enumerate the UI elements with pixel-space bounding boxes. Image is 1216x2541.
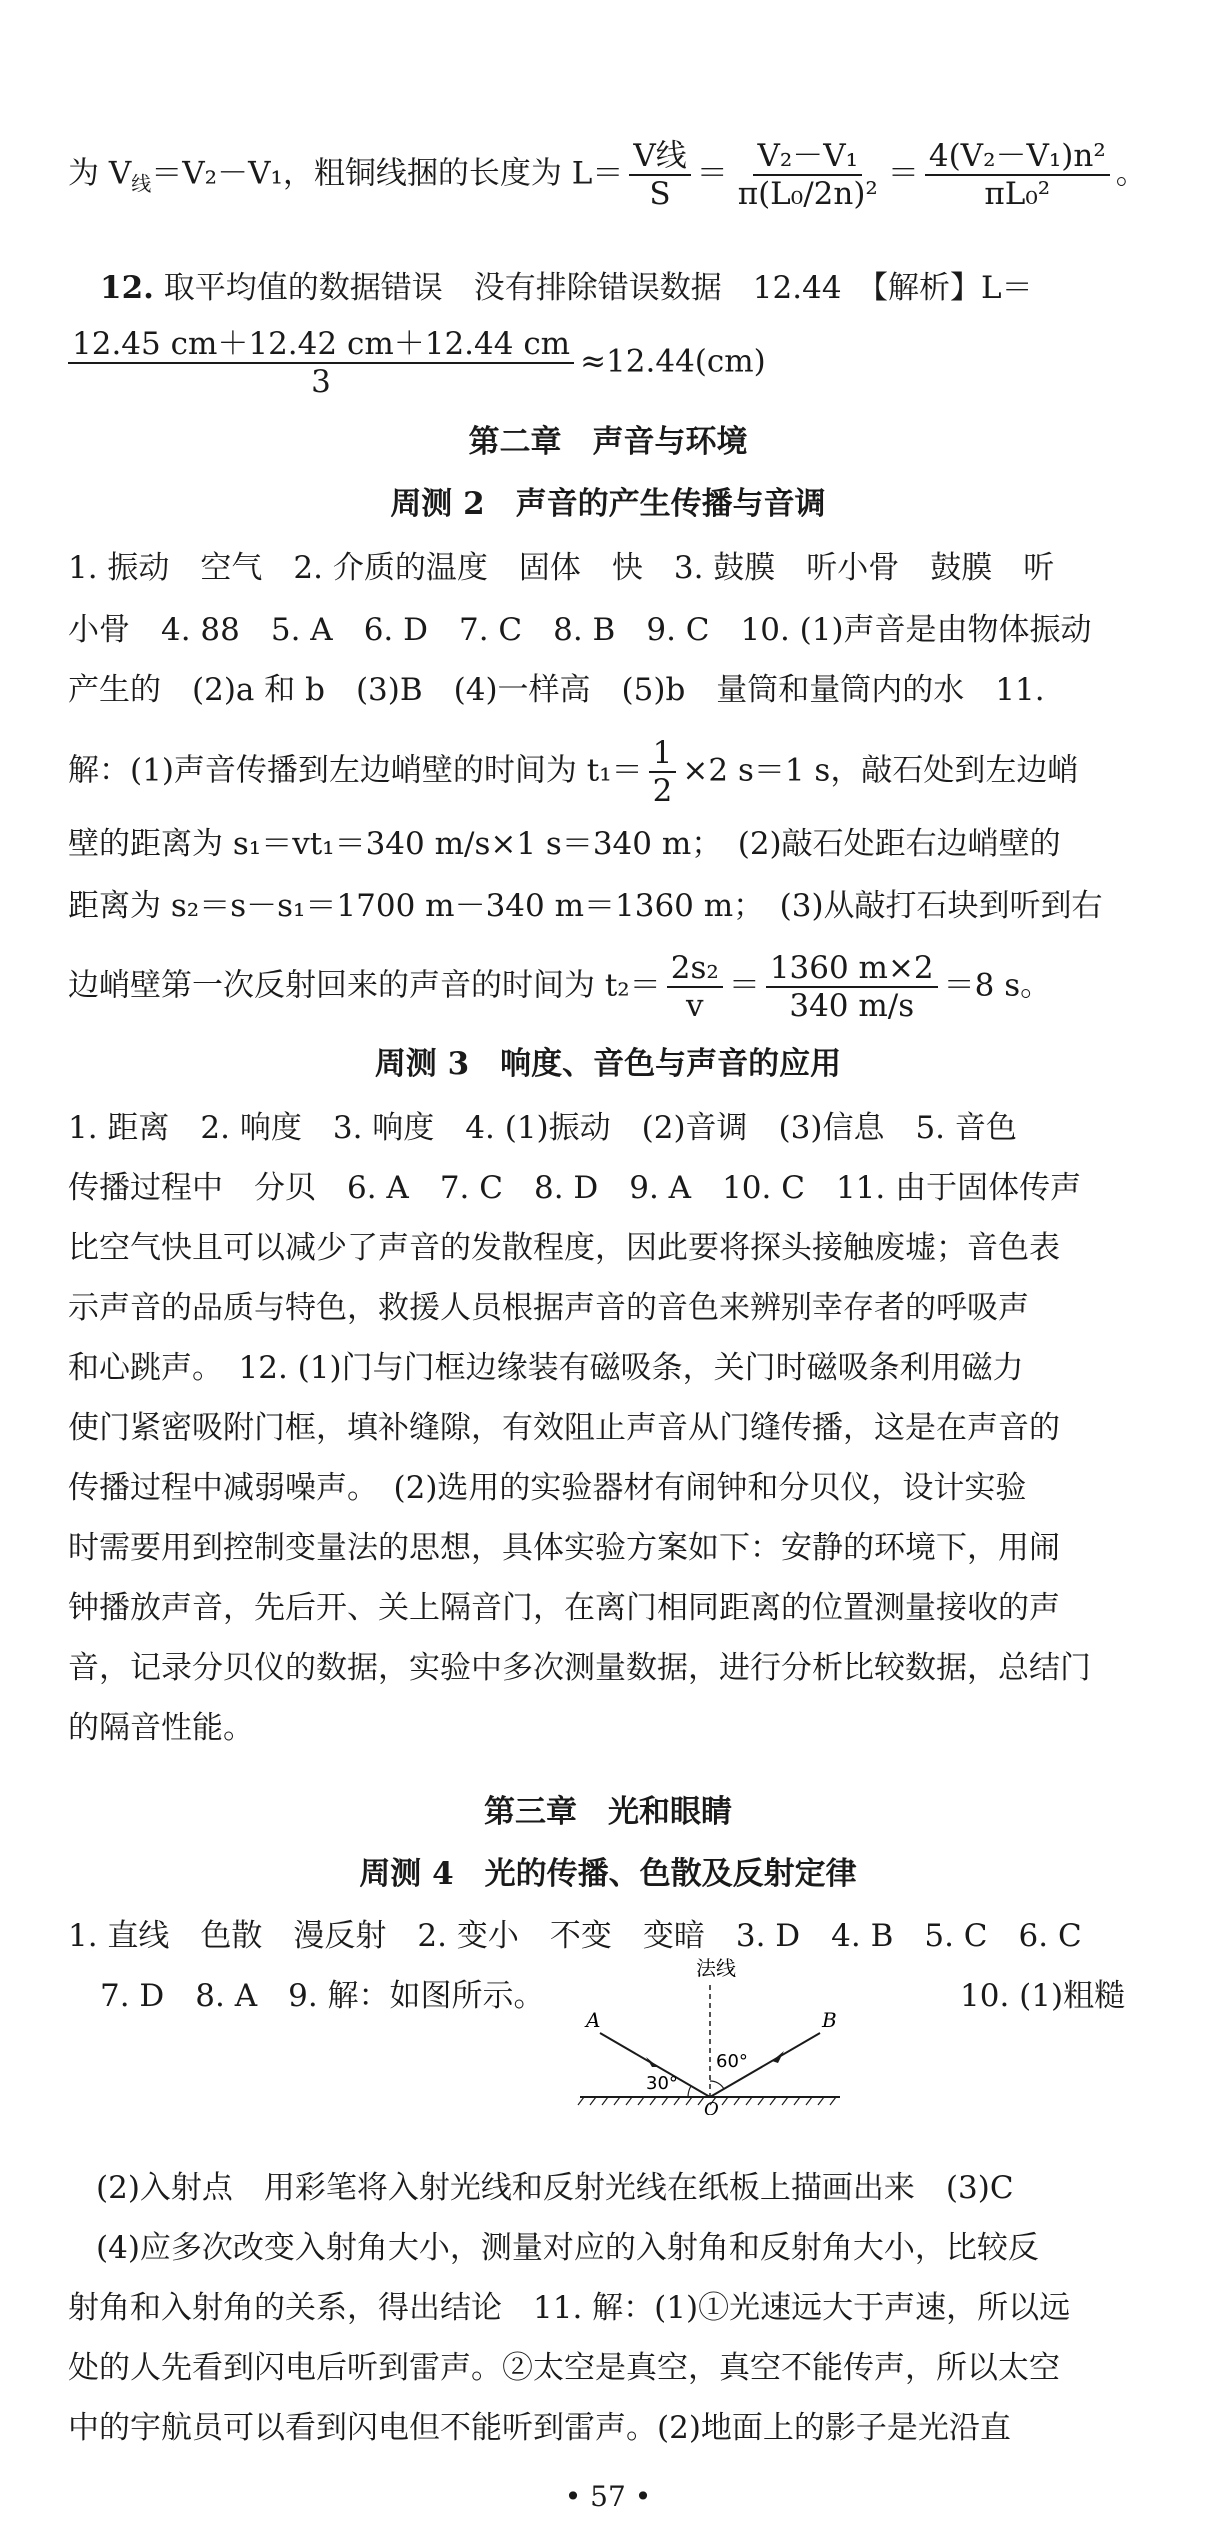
- text: 边峭壁第一次反射回来的声音的时间为 t₂＝: [68, 967, 661, 1004]
- section-title: 周测 3 响度、音色与声音的应用: [374, 1046, 842, 1082]
- text-line: 1. 距离 2. 响度 3. 响度 4. (1)振动 (2)音调 (3)信息 5. 音色: [68, 1110, 1017, 1146]
- point-o-label: O: [704, 2099, 719, 2115]
- fraction: [649, 735, 677, 809]
- text-line: 1. 直线 色散 漫反射 2. 变小 不变 变暗 3. D 4. B 5. C 6. C: [68, 1918, 1082, 1954]
- text-line: 边峭壁第一次反射回来的声音的时间为 t₂＝ $\frac{\text{2s₂}}{v}$ ＝ $\frac{1360 m\times 2}{340 m/s}$ ＝8 s。: [68, 950, 1052, 1024]
- text-line: 时需要用到控制变量法的思想，具体实验方案如下：安静的环境下，用闹: [68, 1530, 1060, 1566]
- chapter-title: 第三章 光和眼睛: [484, 1794, 732, 1830]
- point-b-label: B: [822, 2008, 837, 2032]
- chapter-title: 第二章 声音与环境: [468, 424, 748, 460]
- text-line: 壁的距离为 s₁＝vt₁＝340 m/s×1 s＝340 m； (2)敲石处距右边峭壁的: [68, 826, 1061, 862]
- answer-text: 取平均值的数据错误 没有排除错误数据 12.44 【解析】L＝: [163, 270, 1033, 306]
- text-line: 示声音的品质与特色，救援人员根据声音的音色来辨别幸存者的呼吸声: [68, 1290, 1029, 1326]
- fraction-top: V₂－V₁: [753, 138, 862, 176]
- text-line: 处的人先看到闪电后听到雷声。②太空是真空，真空不能传声，所以太空: [68, 2350, 1060, 2386]
- fraction: [925, 138, 1110, 212]
- result: ≈12.44(cm): [580, 343, 766, 380]
- text: ＝8 s。: [943, 967, 1052, 1004]
- angle-label: 60°: [716, 2051, 748, 2072]
- formula-line: 为 $V_线=V_2-V_1$，粗铜线捆的长度为 L＝ $\frac{\text{V线}}{S}$ ＝ $\frac{\text{V₂－V₁}}{\text{π(L₀/2n)²}}$ ＝ $\frac{\text{4(V₂－V₁)n²}}{\text{πL₀²}}$ 。: [68, 138, 1147, 212]
- text: 解：(1)声音传播到左边峭壁的时间为 t₁＝: [68, 752, 643, 789]
- fraction-top: 4(V₂－V₁)n²: [925, 138, 1110, 176]
- fraction-bottom: πL₀²: [984, 176, 1051, 212]
- text-line: 音，记录分贝仪的数据，实验中多次测量数据，进行分析比较数据，总结门: [68, 1650, 1091, 1686]
- text: ＝V₂－V₁，粗铜线捆的长度为 L＝: [151, 155, 624, 192]
- fraction-top: 12.45 cm＋12.42 cm＋12.44 cm: [68, 326, 574, 364]
- section-title: 周测 2 声音的产生传播与音调: [390, 486, 826, 522]
- text-line: 比空气快且可以减少了声音的发散程度，因此要将探头接触废墟；音色表: [68, 1230, 1060, 1266]
- question-number: 12.: [100, 270, 154, 306]
- fraction-top: V线: [629, 138, 690, 176]
- text-line: 使门紧密吸附门框，填补缝隙，有效阻止声音从门缝传播，这是在声音的: [68, 1410, 1060, 1446]
- text-line: [68, 735, 1148, 809]
- angle-arc: [710, 2081, 724, 2089]
- text-line: 距离为 s₂＝s－s₁＝1700 m－340 m＝1360 m； (3)从敲打石块到听到右: [68, 888, 1103, 924]
- normal-label: 法线: [696, 1956, 736, 1980]
- fraction-bottom: v: [686, 988, 704, 1024]
- reflection-diagram: [560, 1955, 860, 2115]
- text-line: 小骨 4. 88 5. A 6. D 7. C 8. B 9. C 10. (1)声音是由物体振动: [68, 612, 1092, 648]
- fraction: [629, 138, 690, 212]
- fraction-bottom: 340 m/s: [789, 988, 915, 1024]
- text-line: 1. 振动 空气 2. 介质的温度 固体 快 3. 鼓膜 听小骨 鼓膜 听: [68, 550, 1055, 586]
- text-line: (4)应多次改变入射角大小，测量对应的入射角和反射角大小，比较反: [96, 2230, 1039, 2266]
- text-line: 钟播放声音，先后开、关上隔音门，在离门相同距离的位置测量接收的声: [68, 1590, 1060, 1626]
- fraction-bottom: π(L₀/2n)²: [737, 176, 878, 212]
- text-line: (2)入射点 用彩笔将入射光线和反射光线在纸板上描画出来 (3)C: [96, 2170, 1014, 2206]
- arrow-icon: [772, 2051, 784, 2063]
- page-number: • 57 •: [564, 2480, 652, 2513]
- q12-line: [100, 266, 1180, 310]
- text-line: 7. D 8. A 9. 解：如图所示。: [100, 1978, 545, 2014]
- q12-formula: [68, 326, 1148, 400]
- section-title: 周测 4 光的传播、色散及反射定律: [359, 1856, 857, 1892]
- text-line: 的隔音性能。: [68, 1710, 254, 1746]
- fraction: [68, 326, 574, 400]
- angle-label: 30°: [646, 2073, 678, 2094]
- point-a-label: A: [586, 2008, 601, 2032]
- text-line: 传播过程中减弱噪声。 (2)选用的实验器材有闹钟和分贝仪，设计实验: [68, 1470, 1027, 1506]
- text-line: 和心跳声。 12. (1)门与门框边缘装有磁吸条，关门时磁吸条利用磁力: [68, 1350, 1024, 1386]
- fraction: [667, 950, 723, 1024]
- text: 为 V: [68, 155, 132, 192]
- fraction-top: 1: [649, 735, 677, 773]
- text-line: 射角和入射角的关系，得出结论 11. 解：(1)①光速远大于声速，所以远: [68, 2290, 1071, 2326]
- text-line: 传播过程中 分贝 6. A 7. C 8. D 9. A 10. C 11. 由于固体传声: [68, 1170, 1082, 1206]
- fraction-bottom: 2: [652, 773, 673, 809]
- fraction: [734, 138, 882, 212]
- fraction-bottom: 3: [311, 364, 331, 400]
- fraction-top: 1360 m×2: [766, 950, 938, 988]
- fraction-bottom: S: [649, 176, 671, 212]
- text-line: 产生的 (2)a 和 b (3)B (4)一样高 (5)b 量筒和量筒内的水 11.: [68, 672, 1045, 708]
- fraction-top: 2s₂: [667, 950, 723, 988]
- angle-arc: [688, 2086, 691, 2097]
- text: ×2 s＝1 s，敲石处到左边峭: [682, 752, 1079, 789]
- text-line: 10. (1)粗糙: [960, 1978, 1126, 2014]
- text-sub: 线: [131, 171, 152, 196]
- text-line: 中的宇航员可以看到闪电但不能听到雷声。(2)地面上的影子是光沿直: [68, 2410, 1011, 2446]
- text: 。: [1115, 155, 1147, 192]
- fraction: [766, 950, 938, 1024]
